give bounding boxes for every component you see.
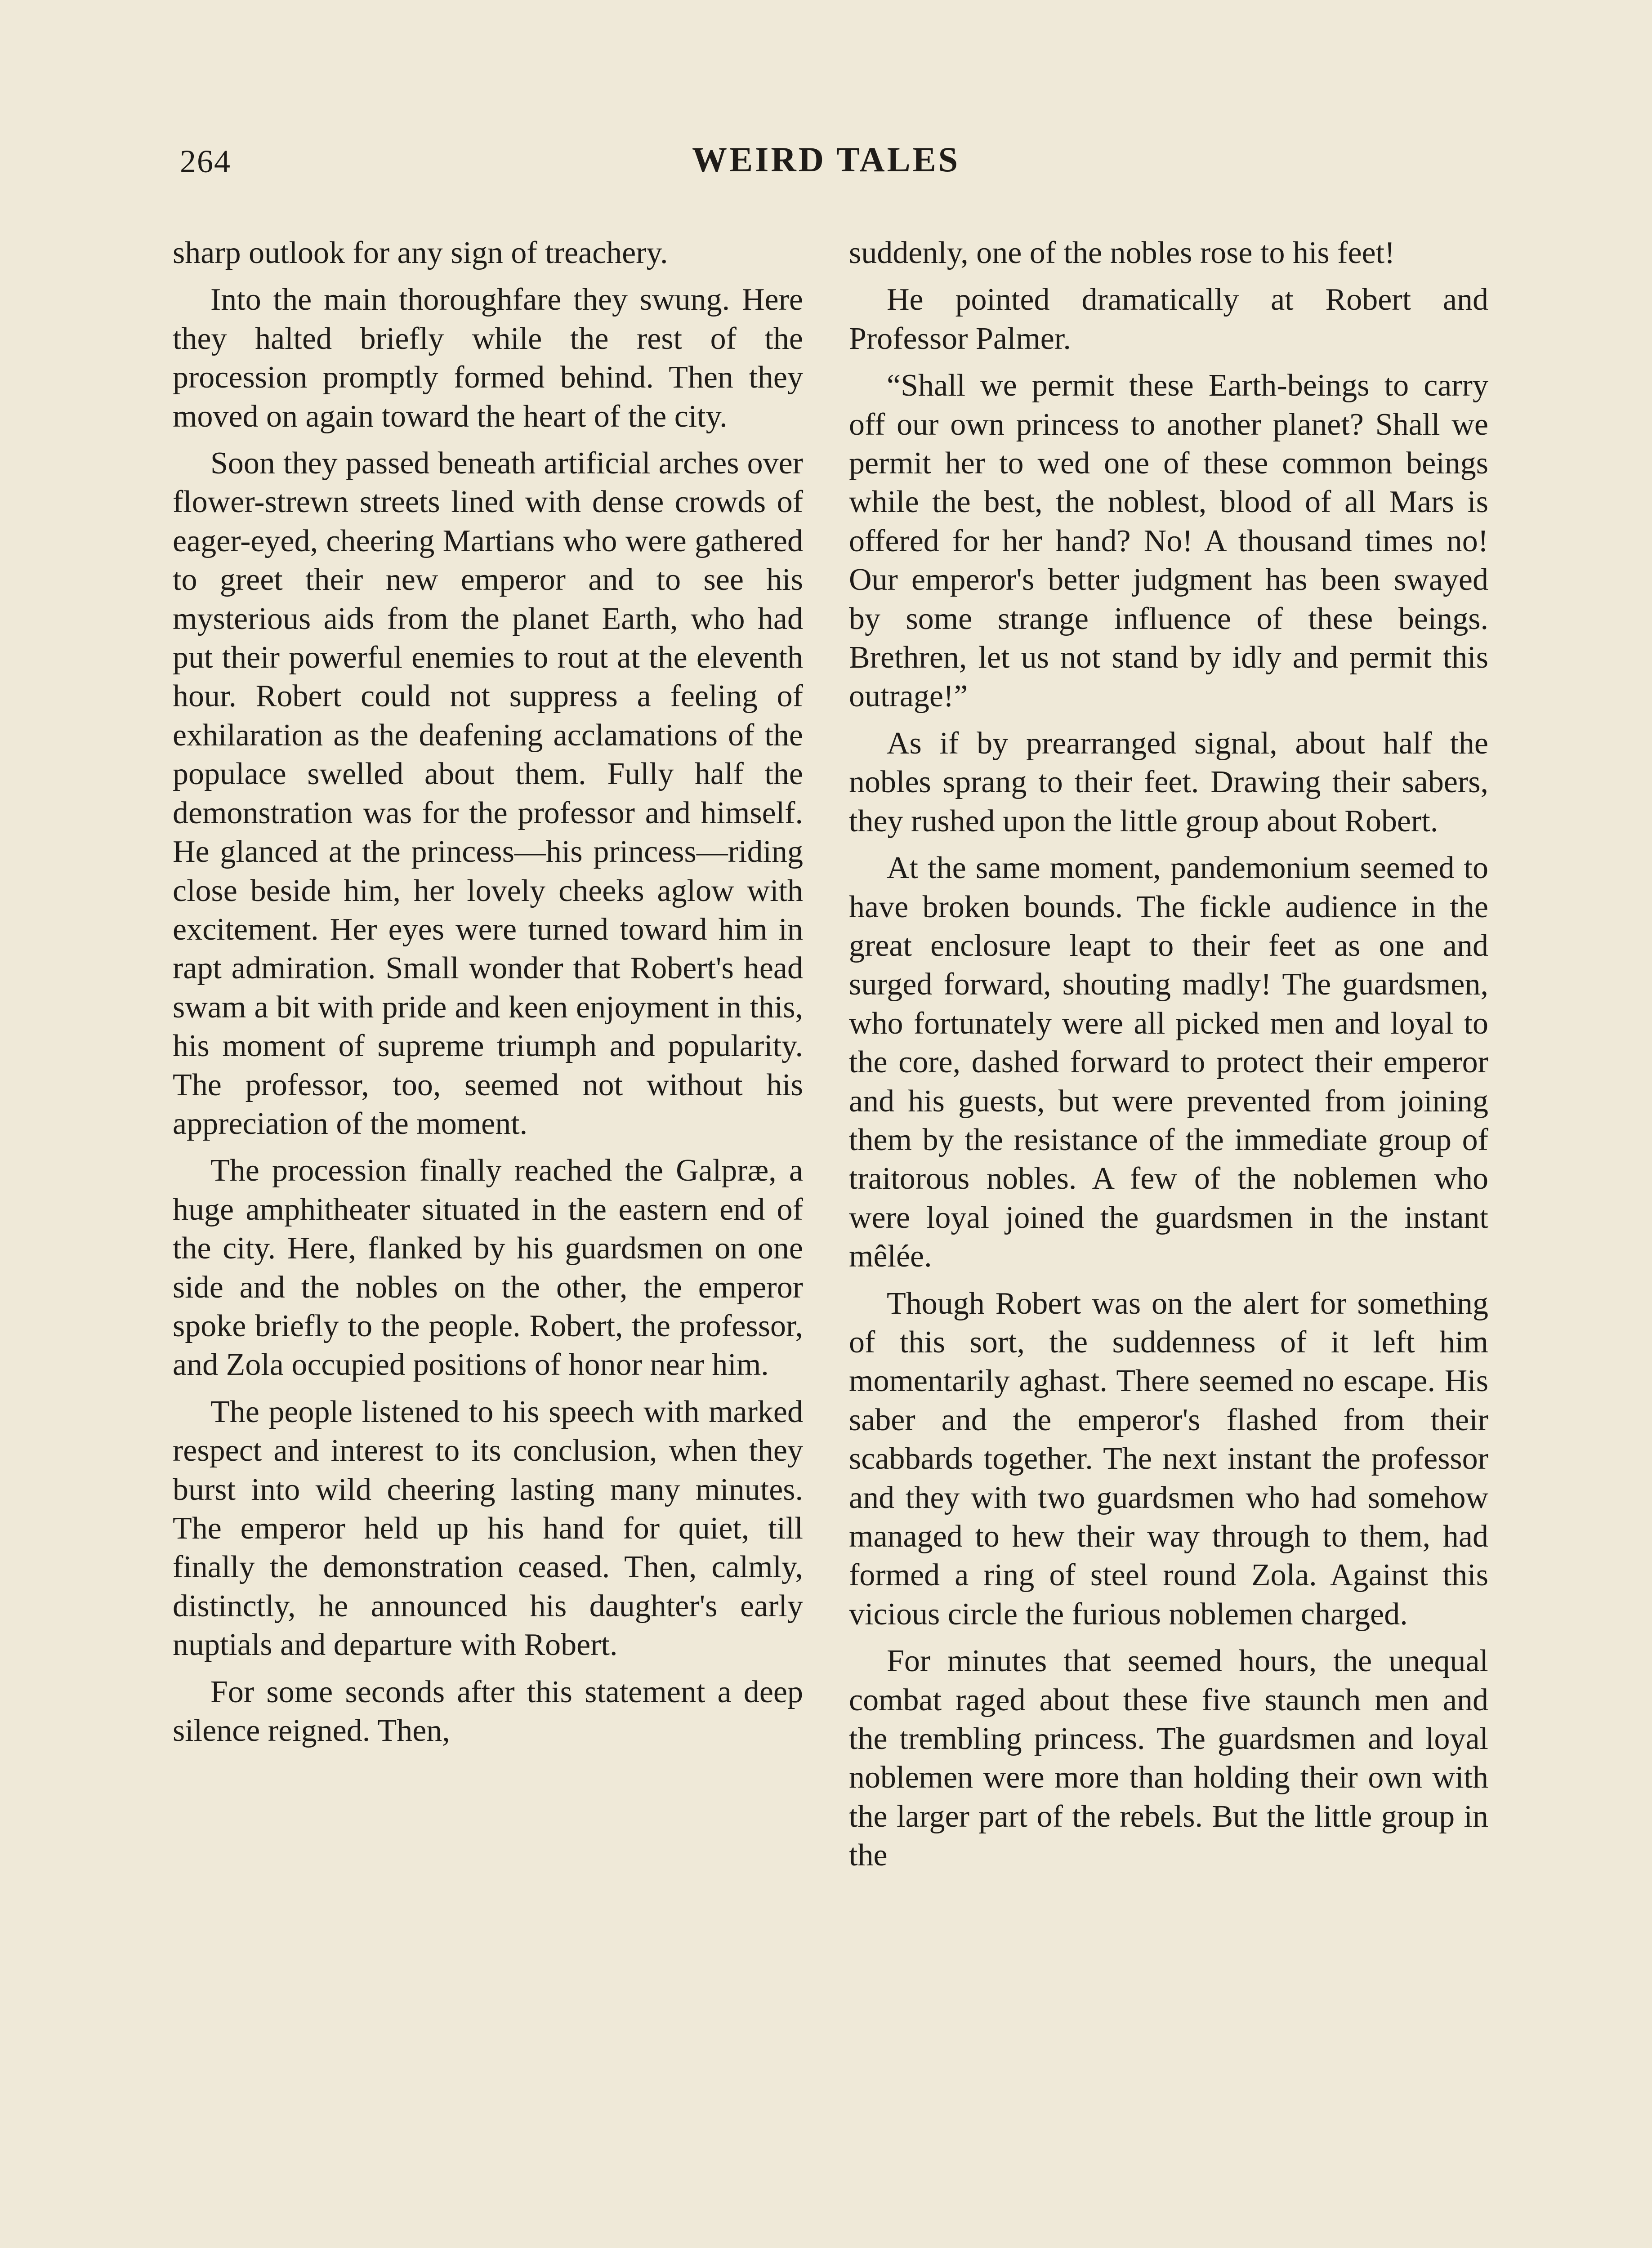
paragraph: At the same moment, pandemonium seemed to have broken bounds. The fickle audience in the great enclosure leapt to their feet as one and surged forward, shouting madly! The guardsmen, who fortunately were all picked men and loyal to the core, dashed forward to protect their emperor and his guests, but were prevented from joining them by the resistance of the immediate group of traitorous nobles. A few of the noblemen who were loyal joined the guardsmen in the instant mêlée.: [849, 851, 1488, 1274]
paragraph: sharp outlook for any sign of treachery.: [173, 236, 668, 270]
paragraph: He pointed dramatically at Robert and Professor Palmer.: [849, 282, 1488, 356]
paragraph: As if by prearranged signal, about half the nobles sprang to their feet. Drawing their sabers, they rushed upon the little group about Robert.: [849, 726, 1488, 839]
paragraph: For minutes that seemed hours, the unequal combat raged about these five staunch men and the trembling princess. The guardsmen and loyal noblemen were more than holding their own with the larger part of the rebels. But the little group in the: [849, 1644, 1488, 1873]
paragraph: suddenly, one of the nobles rose to his feet!: [849, 236, 1395, 270]
paragraph: The procession finally reached the Galpræ, a huge amphitheater situated in the eastern end of the city. Here, flanked by his guardsmen on one side and the nobles on the other, the emperor spoke briefly to the people. Robert, the professor, and Zola occupied positions of honor near him.: [173, 1153, 803, 1383]
paragraph: Soon they passed beneath artificial arches over flower-strewn streets lined with dense crowds of eager-eyed, cheering Martians who were gathered to greet their new emperor and to see his mysterious aids from the planet Earth, who had put their powerful enemies to rout at the eleventh hour. Robert could not suppress a feeling of exhilaration as the deafening acclamations of the populace swelled about them. Fully half the demonstration was for the professor and himself. He glanced at the princess—his princess—riding close beside him, her lovely cheeks aglow with excitement. Her eyes were turned toward him in rapt admiration. Small wonder that Robert's head swam a bit with pride and keen enjoyment in this, his moment of supreme triumph and popularity. The professor, too, seemed not without his appreciation of the moment.: [173, 446, 803, 1141]
left-column: [173, 234, 803, 1758]
paragraph: Though Robert was on the alert for something of this sort, the suddenness of it left him momentarily aghast. There seemed no escape. His saber and the emperor's flashed from their scabbards together. The next instant the professor and they with two guardsmen who had somehow managed to hew their way through to them, had formed a ring of steel round Zola. Against this vicious circle the furious noblemen charged.: [849, 1286, 1488, 1632]
paragraph: Into the main thoroughfare they swung. Here they halted briefly while the rest of the procession promptly formed behind. Then they moved on again toward the heart of the city.: [173, 282, 803, 434]
right-column: [849, 234, 1488, 1883]
paragraph: “Shall we permit these Earth-beings to carry off our own princess to another planet? Shall we permit her to wed one of these common beings while the best, the noblest, blood of all Mars is offered for her hand? No! A thousand times no! Our emperor's better judgment has been swayed by some strange influence of these beings. Brethren, let us not stand by idly and permit this outrage!”: [849, 368, 1488, 714]
paragraph: For some seconds after this statement a deep silence reigned. Then,: [173, 1674, 803, 1748]
running-head: WEIRD TALES: [692, 140, 960, 179]
page-number: 264: [180, 143, 231, 179]
paragraph: The people listened to his speech with marked respect and interest to its conclusion, when they burst into wild cheering lasting many minutes. The emperor held up his hand for quiet, till finally the demonstration ceased. Then, calmly, distinctly, he announced his daughter's early nuptials and departure with Robert.: [173, 1394, 803, 1663]
